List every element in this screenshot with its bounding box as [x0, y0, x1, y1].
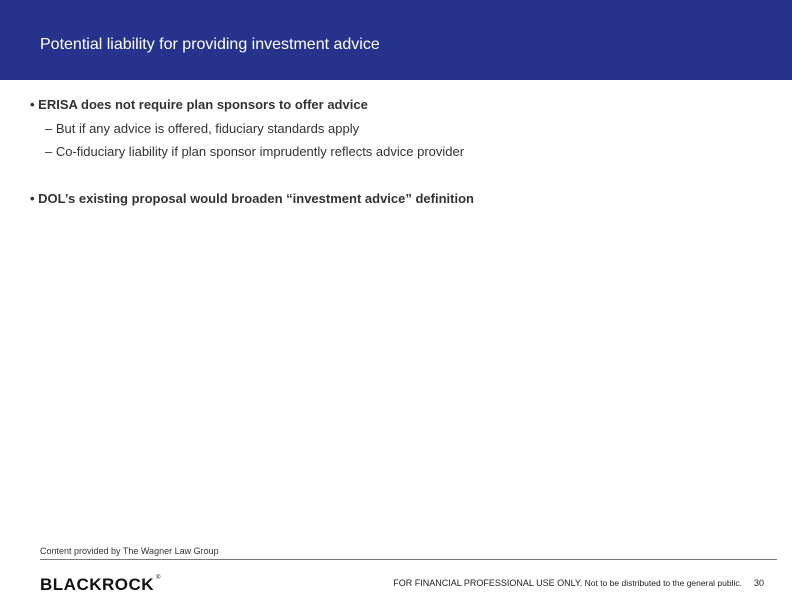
- bullet-erisa: • ERISA does not require plan sponsors to offer advice: [30, 97, 368, 112]
- registered-mark: ®: [156, 575, 161, 581]
- subitem-co-fiduciary-liability: – Co-fiduciary liability if plan sponsor imprudently reflects advice provider: [45, 144, 465, 159]
- page-title: Potential liability for providing investment advice: [40, 36, 380, 53]
- footer-disclaimer: [393, 578, 742, 588]
- disclaimer-rest: Not to be distributed to the general public.: [584, 578, 742, 588]
- logo-wordmark: BLACKROCK: [40, 575, 155, 594]
- blackrock-logo: [40, 575, 161, 595]
- footer-divider: [40, 559, 777, 560]
- subitem-fiduciary-standards: – But if any advice is offered, fiduciary standards apply: [45, 121, 360, 136]
- title-bar: [0, 0, 792, 80]
- bullet-dol-proposal: • DOL’s existing proposal would broaden “investment advice” definition: [30, 191, 474, 206]
- page-number: 30: [753, 578, 764, 588]
- content-credit: Content provided by The Wagner Law Group: [40, 546, 219, 556]
- disclaimer-strong: FOR FINANCIAL PROFESSIONAL USE ONLY.: [393, 578, 583, 588]
